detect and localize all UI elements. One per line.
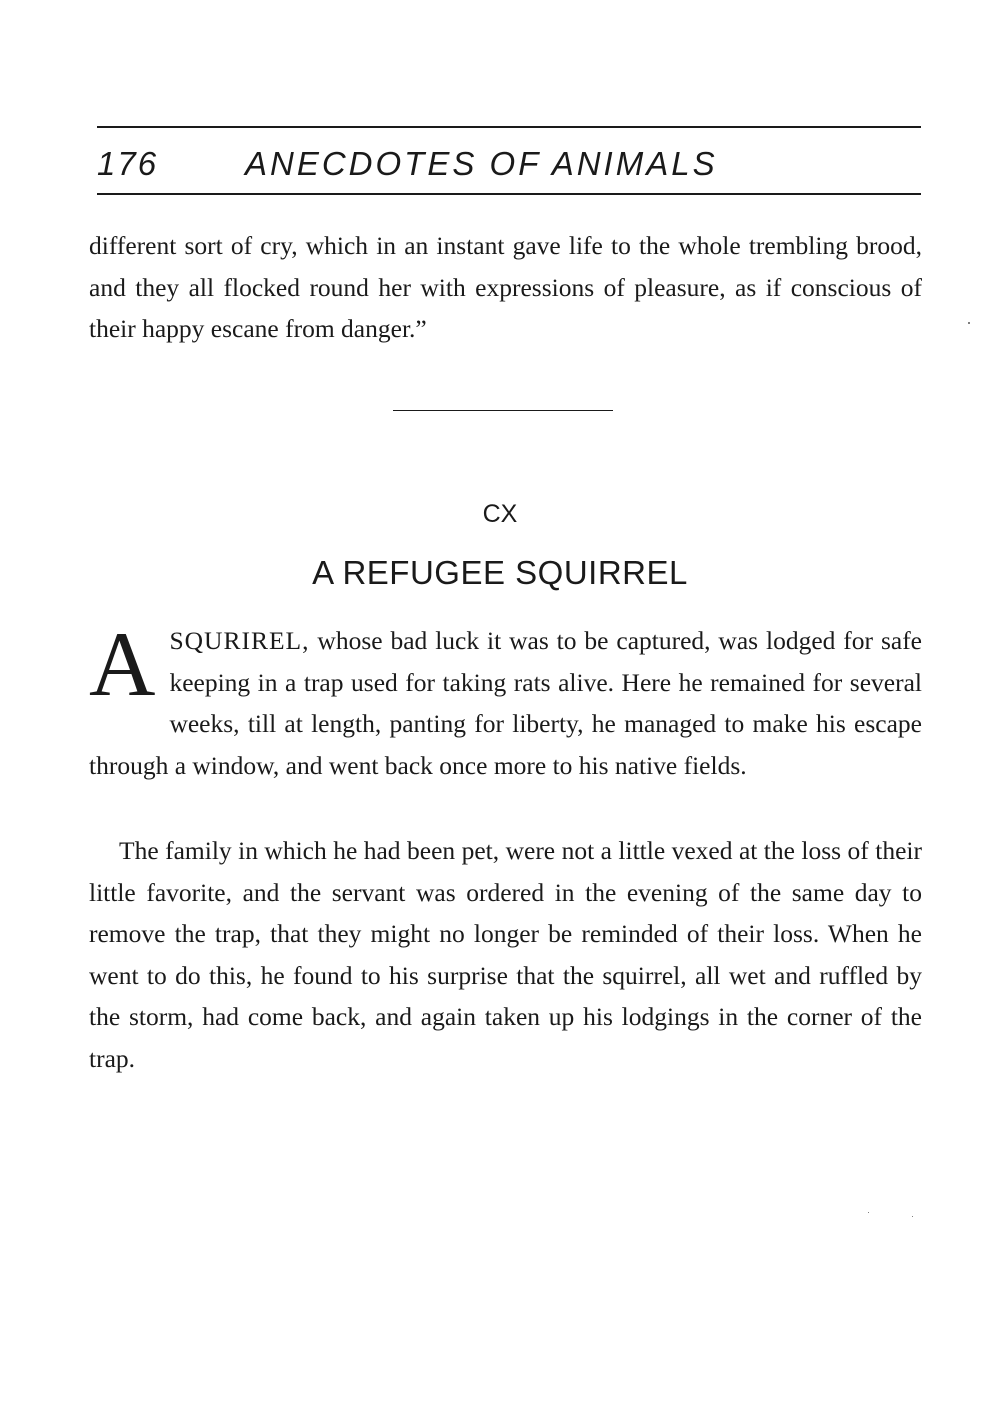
- running-header: [97, 138, 921, 190]
- chapter-title: A REFUGEE SQUIRREL: [312, 554, 688, 591]
- print-speck: [968, 322, 970, 324]
- page-number: 176: [97, 145, 159, 182]
- drop-cap: A: [89, 613, 156, 715]
- running-title: ANECDOTES OF ANIMALS: [245, 145, 718, 182]
- continued-paragraph: different sort of cry, which in an instant gave life to the whole trembling brood, and they all flocked round her with expressions of pleasure, as if conscious of their happy escane from danger.”: [89, 231, 922, 343]
- header-bottom-rule: [97, 193, 921, 195]
- chapter-number: CX: [482, 500, 518, 528]
- story-paragraph-2: The family in which he had been pet, were not a little vexed at the loss of their little favorite, and the servant was ordered in the evening of the same day to remove the trap, that they might no longer be reminded of their loss. When he went to do this, he found to his surprise that the squirrel, all wet and ruffled by the storm, had come back, and again taken up his lodgings in the corner of the trap.: [89, 836, 922, 1073]
- section-divider: [393, 410, 613, 411]
- print-speck: [912, 1216, 913, 1217]
- story-paragraph-1: [89, 613, 922, 786]
- paragraph-1-body: whose bad luck it was to be captured, was lodged for safe keeping in a trap used for taking rats alive. Here he remained for several weeks, till at length, panting for liberty, he managed to make his escape through a window, and went back once more to his native fields.: [89, 626, 922, 780]
- header-top-rule: [97, 126, 921, 128]
- lead-word: SQURIREL,: [169, 626, 310, 655]
- print-speck: [868, 1212, 869, 1213]
